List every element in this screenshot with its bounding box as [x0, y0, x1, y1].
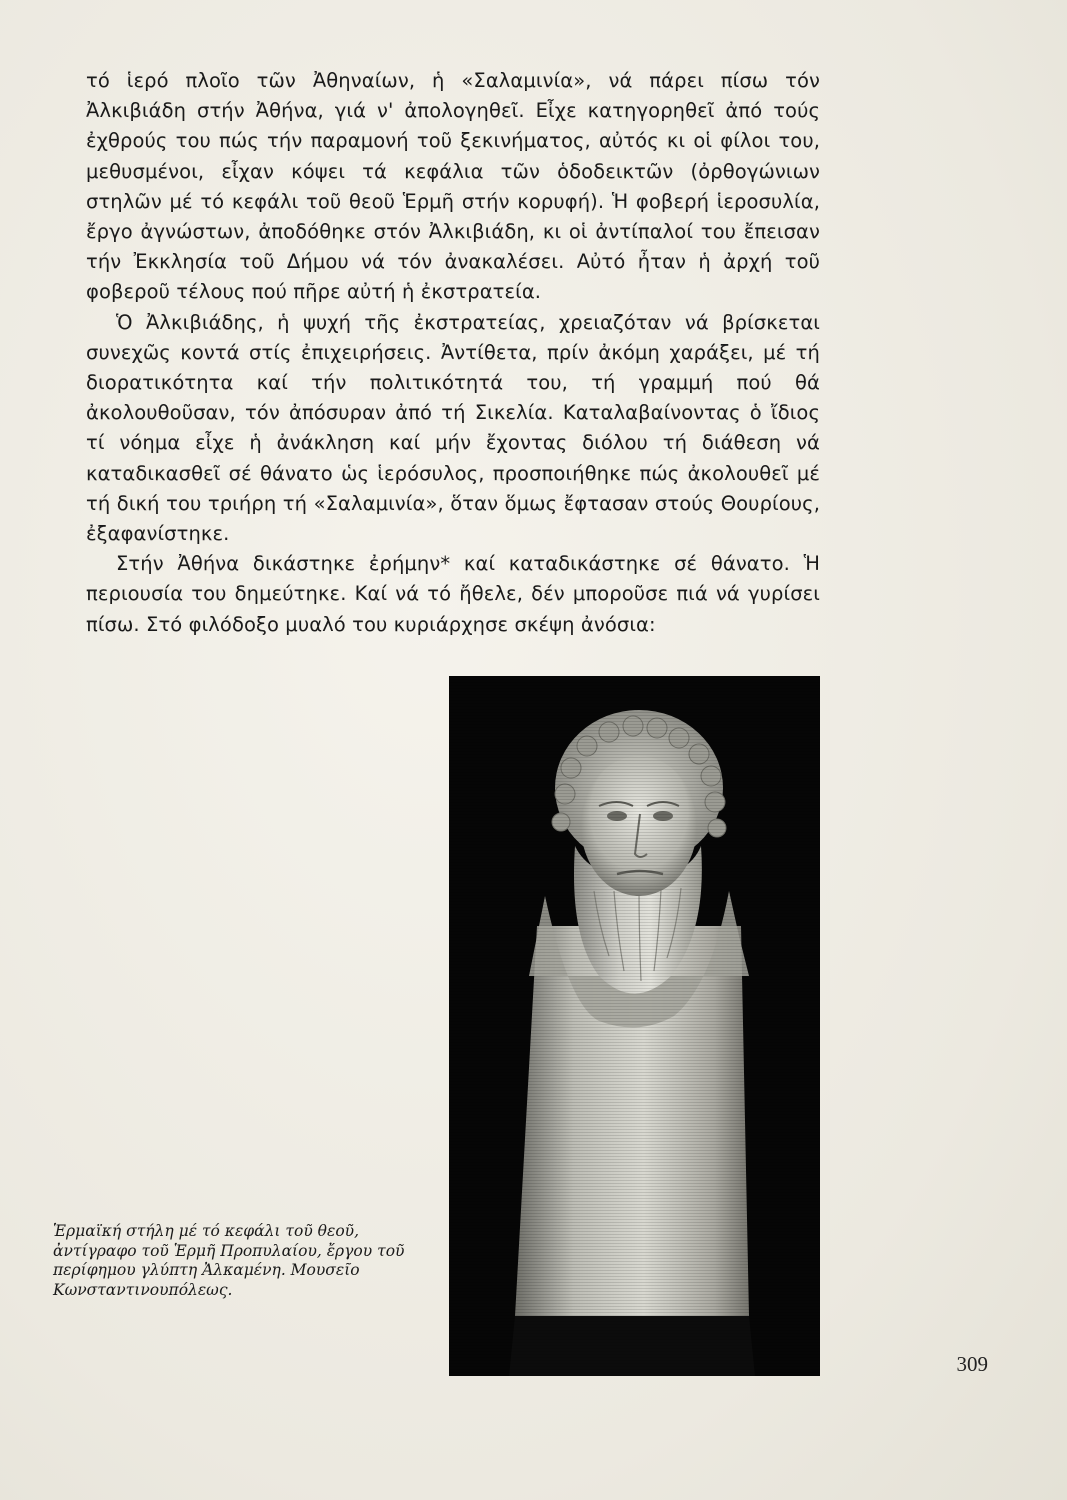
- paragraph-2: Ὁ Ἀλκιβιάδης, ἡ ψυχή τῆς ἐκστρατείας, χρειαζόταν νά βρίσκεται συνεχῶς κοντά στίς ἐπιχειρήσεις. Ἀντίθετα, πρίν ἀκόμη χαράξει, μέ τή διορατικότητα καί τήν πολιτικότητά του, τή γραμμή πού θά ἀκολουθοῦσαν, τόν ἀπόσυραν ἀπό τή Σικελία. Καταλαβαίνοντας ὁ ἴδιος τί νόημα εἶχε ἡ ἀνάκληση καί μήν ἔχοντας διόλου τή διάθεση νά καταδικασθεῖ σέ θάνατο ὡς ἱερόσυλος, προσποιήθηκε πώς ἀκολουθεῖ μέ τή δική του τριήρη τή «Σαλαμινία», ὅταν ὅμως ἔφτασαν στούς Θουρίους, ἐξαφανίστηκε.: [86, 310, 820, 546]
- paragraph-3: Στήν Ἀθήνα δικάστηκε ἐρήμην* καί καταδικάστηκε σέ θάνατο. Ἡ περιουσία του δημεύτηκε. Καί νά τό ἤθελε, δέν μποροῦσε πιά νά γυρίσει πίσω. Στό φιλόδοξο μυαλό του κυριάρχησε σκέψη ἀνόσια:: [86, 552, 820, 636]
- image-caption: Ἑρμαϊκή στήλη μέ τό κεφάλι τοῦ θεοῦ, ἀντίγραφο τοῦ Ἑρμῆ Προπυλαίου, ἔργου τοῦ περίφημου γλύπτη Ἀλκαμένη. Μουσεῖο Κωνσταντινουπόλεως.: [53, 1222, 405, 1299]
- main-body-text: [86, 66, 820, 640]
- page-number: 309: [956, 1352, 988, 1376]
- bleed-through-margin-note-bottom: [858, 1128, 988, 1145]
- hermaic-stele-photo: [449, 676, 820, 1376]
- bleed-through-margin-note-top: [858, 676, 988, 693]
- paragraph-1: τό ἱερό πλοῖο τῶν Ἀθηναίων, ἡ «Σαλαμινία», νά πάρει πίσω τόν Ἀλκιβιάδη στήν Ἀθήνα, γιά ν' ἀπολογηθεῖ. Εἶχε κατηγορηθεῖ ἀπό τούς ἐχθρούς του πώς τήν παραμονή τοῦ ξεκινήματος, αὐτός κι οἱ φίλοι του, μεθυσμένοι, εἶχαν κόψει τά κεφάλια τῶν ὁδοδεικτῶν (ὀρθογώνιων στηλῶν μέ τό κεφάλι τοῦ θεοῦ Ἑρμῆ στήν κορυφή). Ἡ φοβερή ἱεροσυλία, ἔργο ἀγνώστων, ἀποδόθηκε στόν Ἀλκιβιάδη, κι οἱ ἀντίπαλοί του ἔπεισαν τήν Ἐκκλησία τοῦ Δήμου νά τόν ἀνακαλέσει. Αὐτό ἦταν ἡ ἀρχή τοῦ φοβεροῦ τέλους πού πῆρε αὐτή ἡ ἐκστρατεία.: [86, 69, 820, 304]
